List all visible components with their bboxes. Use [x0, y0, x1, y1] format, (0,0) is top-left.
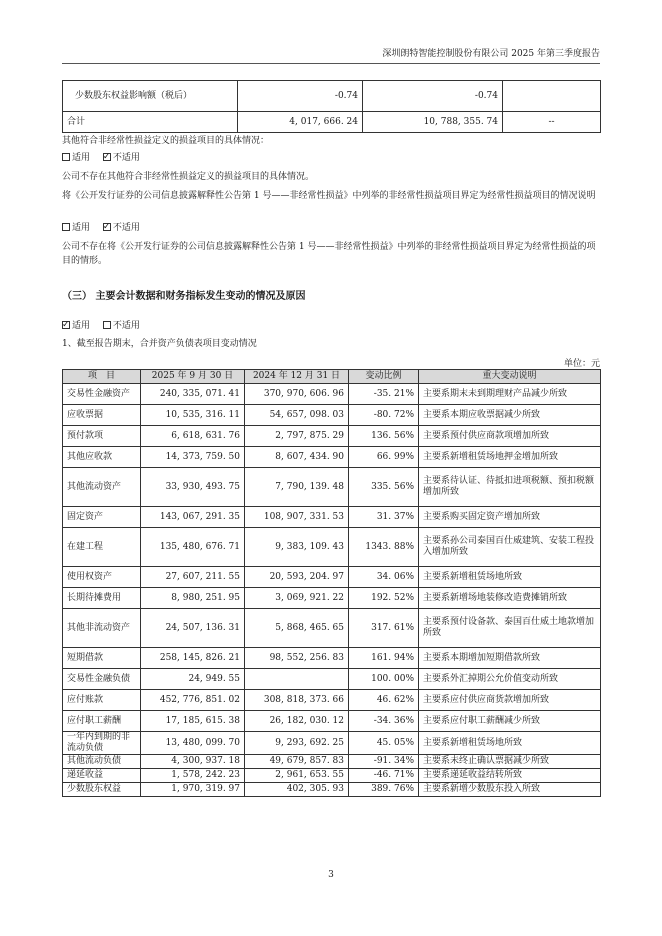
value-current: 135, 480, 676. 71 — [141, 528, 245, 567]
change-ratio: 45. 05% — [349, 732, 419, 755]
note-cell — [503, 81, 601, 112]
change-reason: 主要系预付设备款、泰国百仕威土地款增加所致 — [419, 609, 601, 648]
table-row — [63, 447, 601, 468]
change-ratio: 161. 94% — [349, 648, 419, 669]
change-reason: 主要系应付供应商货款增加所致 — [419, 690, 601, 711]
value-current: 14, 373, 759. 50 — [141, 447, 245, 468]
table-row — [63, 426, 601, 447]
rule-text: 公司不存在将《公开发行证券的公司信息披露解释性公告第 1 号——非经常性损益》中列举的非经常性损益项目界定为经常性损益的项目的情形。 — [62, 242, 596, 266]
checkbox-checked-icon — [103, 223, 111, 231]
checkbox-checked-icon — [103, 153, 111, 161]
checkbox-empty-icon — [62, 153, 70, 161]
row-label: 合计 — [63, 112, 238, 133]
value-current: 452, 776, 851. 02 — [141, 690, 245, 711]
change-ratio: -91. 34% — [349, 755, 419, 769]
table-row — [63, 648, 601, 669]
value-prior: 98, 552, 256. 83 — [245, 648, 349, 669]
row-item: 长期待摊费用 — [63, 588, 141, 609]
change-reason: 主要系预付供应商款项增加所致 — [419, 426, 601, 447]
value-current: 1, 578, 242. 23 — [141, 769, 245, 783]
other-items-title: 其他符合非经常性损益定义的损益项目的具体情况： — [62, 136, 270, 146]
current-value: -0.74 — [238, 81, 363, 112]
row-item: 应收票据 — [63, 405, 141, 426]
table-row — [63, 588, 601, 609]
value-current: 240, 335, 071. 41 — [141, 384, 245, 405]
report-header-title: 深圳朗特智能控制股份有限公司 2025 年第三季度报告 — [382, 49, 600, 59]
row-item: 一年内到期的非流动负债 — [63, 732, 141, 755]
table-row — [63, 769, 601, 783]
value-prior: 370, 970, 606. 96 — [245, 384, 349, 405]
change-reason: 主要系未终止确认票据减少所致 — [419, 755, 601, 769]
applicable-choice-3: ✓适用 不适用 — [62, 319, 600, 333]
change-reason: 主要系新增少数股东投入所致 — [419, 783, 601, 797]
change-reason: 主要系新增租赁场地押金增加所致 — [419, 447, 601, 468]
applicable-choice-1: 适用 ✓ 不适用 — [62, 151, 600, 165]
checkbox-empty-icon — [103, 321, 111, 329]
value-prior: 54, 657, 098. 03 — [245, 405, 349, 426]
header-item: 项 目 — [63, 370, 141, 384]
value-prior: 108, 907, 331. 53 — [245, 507, 349, 528]
row-item: 使用权资产 — [63, 567, 141, 588]
value-prior: 2, 797, 875. 29 — [245, 426, 349, 447]
value-prior: 9, 293, 692. 25 — [245, 732, 349, 755]
section-title: （三） 主要会计数据和财务指标发生变动的情况及原因 — [62, 291, 306, 302]
row-item: 递延收益 — [63, 769, 141, 783]
rule-title: 将《公开发行证券的公司信息披露解释性公告第 1 号——非经常性损益》中列举的非经常性损益项目界定为经常性损益项目的情况说明 — [62, 191, 596, 201]
value-prior: 49, 679, 857. 83 — [245, 755, 349, 769]
table-row — [63, 384, 601, 405]
change-ratio: -35. 21% — [349, 384, 419, 405]
change-ratio: 66. 99% — [349, 447, 419, 468]
change-ratio: 46. 62% — [349, 690, 419, 711]
balance-sheet-change-table — [62, 369, 601, 797]
note-cell: -- — [503, 112, 601, 133]
value-prior: 402, 305. 93 — [245, 783, 349, 797]
value-prior: 9, 383, 109. 43 — [245, 528, 349, 567]
row-item: 应付职工薪酬 — [63, 711, 141, 732]
header-change: 变动比例 — [349, 370, 419, 384]
header-reason: 重大变动说明 — [419, 370, 601, 384]
change-reason: 主要系递延收益结转所致 — [419, 769, 601, 783]
change-ratio: -80. 72% — [349, 405, 419, 426]
current-value: 4, 017, 666. 24 — [238, 112, 363, 133]
ytd-value: -0.74 — [363, 81, 503, 112]
value-prior: 5, 868, 465. 65 — [245, 609, 349, 648]
row-item: 交易性金融资产 — [63, 384, 141, 405]
change-reason: 主要系孙公司泰国百仕威建筑、安装工程投入增加所致 — [419, 528, 601, 567]
row-item: 预付款项 — [63, 426, 141, 447]
change-ratio: 136. 56% — [349, 426, 419, 447]
change-reason: 主要系新增租赁场地所致 — [419, 567, 601, 588]
table-row — [63, 732, 601, 755]
row-label: 少数股东权益影响额（税后） — [63, 81, 238, 112]
table-row — [63, 711, 601, 732]
row-item: 其他流动负债 — [63, 755, 141, 769]
value-current: 258, 145, 826. 21 — [141, 648, 245, 669]
table-header-row — [63, 370, 601, 384]
change-ratio: 335. 56% — [349, 468, 419, 507]
unit-label: 单位：元 — [563, 359, 600, 369]
change-reason: 主要系本期增加短期借款所致 — [419, 648, 601, 669]
table-row — [63, 528, 601, 567]
row-item: 交易性金融负债 — [63, 669, 141, 690]
change-ratio: -34. 36% — [349, 711, 419, 732]
table-row — [63, 690, 601, 711]
change-reason: 主要系期末未到期理财产品减少所致 — [419, 384, 601, 405]
value-current: 33, 930, 493. 75 — [141, 468, 245, 507]
row-item: 固定资产 — [63, 507, 141, 528]
table-row — [63, 81, 601, 112]
change-ratio: 192. 52% — [349, 588, 419, 609]
change-reason: 主要系应付职工薪酬减少所致 — [419, 711, 601, 732]
value-current: 27, 607, 211. 55 — [141, 567, 245, 588]
value-prior: 308, 818, 373. 66 — [245, 690, 349, 711]
change-ratio: 31. 37% — [349, 507, 419, 528]
value-prior: 2, 961, 653. 55 — [245, 769, 349, 783]
change-reason: 主要系购买固定资产增加所致 — [419, 507, 601, 528]
change-reason: 主要系新增场地装修改造费摊销所致 — [419, 588, 601, 609]
change-ratio: 389. 76% — [349, 783, 419, 797]
value-current: 6, 618, 631. 76 — [141, 426, 245, 447]
change-reason: 主要系待认证、待抵扣进项税额、预扣税额增加所致 — [419, 468, 601, 507]
section-subtitle: 1、截至报告期末，合并资产负债表项目变动情况 — [62, 339, 257, 349]
change-ratio: 317. 61% — [349, 609, 419, 648]
table-row — [63, 755, 601, 769]
change-reason: 主要系本期应收票据减少所致 — [419, 405, 601, 426]
value-prior: 3, 069, 921. 22 — [245, 588, 349, 609]
checkbox-empty-icon — [62, 223, 70, 231]
row-item: 应付账款 — [63, 690, 141, 711]
change-reason: 主要系新增租赁场地所致 — [419, 732, 601, 755]
row-item: 其他非流动资产 — [63, 609, 141, 648]
table-row — [63, 405, 601, 426]
value-current: 1, 970, 319. 97 — [141, 783, 245, 797]
ytd-value: 10, 788, 355. 74 — [363, 112, 503, 133]
header-prior-date: 2024 年 12 月 31 日 — [245, 370, 349, 384]
value-current: 24, 949. 55 — [141, 669, 245, 690]
table-row — [63, 609, 601, 648]
table-row — [63, 567, 601, 588]
header-current-date: 2025 年 9 月 30 日 — [141, 370, 245, 384]
table-row — [63, 783, 601, 797]
change-ratio: 1343. 88% — [349, 528, 419, 567]
value-prior: 8, 607, 434. 90 — [245, 447, 349, 468]
value-prior: 7, 790, 139. 48 — [245, 468, 349, 507]
value-current: 24, 507, 136. 31 — [141, 609, 245, 648]
other-items-text: 公司不存在其他符合非经常性损益定义的损益项目的具体情况。 — [62, 172, 315, 182]
value-current: 17, 185, 615. 38 — [141, 711, 245, 732]
applicable-choice-2: 适用 ✓ 不适用 — [62, 221, 600, 235]
table-row — [63, 669, 601, 690]
row-item: 其他流动资产 — [63, 468, 141, 507]
value-prior: 20, 593, 204. 97 — [245, 567, 349, 588]
value-current: 143, 067, 291. 35 — [141, 507, 245, 528]
table-row — [63, 507, 601, 528]
checkbox-checked-icon — [62, 321, 70, 329]
table-row — [63, 468, 601, 507]
row-item: 在建工程 — [63, 528, 141, 567]
value-current: 8, 980, 251. 95 — [141, 588, 245, 609]
row-item: 其他应收款 — [63, 447, 141, 468]
value-current: 10, 535, 316. 11 — [141, 405, 245, 426]
non-recurring-summary-table — [62, 80, 601, 133]
header-rule — [62, 63, 600, 64]
value-prior: 26, 182, 030. 12 — [245, 711, 349, 732]
row-item: 短期借款 — [63, 648, 141, 669]
change-reason: 主要系外汇掉期公允价值变动所致 — [419, 669, 601, 690]
value-current: 13, 480, 099. 70 — [141, 732, 245, 755]
change-ratio: -46. 71% — [349, 769, 419, 783]
change-ratio: 34. 06% — [349, 567, 419, 588]
row-item: 少数股东权益 — [63, 783, 141, 797]
page-number: 3 — [328, 870, 334, 880]
change-ratio: 100. 00% — [349, 669, 419, 690]
value-prior — [245, 669, 349, 690]
table-row — [63, 112, 601, 133]
value-current: 4, 300, 937. 18 — [141, 755, 245, 769]
